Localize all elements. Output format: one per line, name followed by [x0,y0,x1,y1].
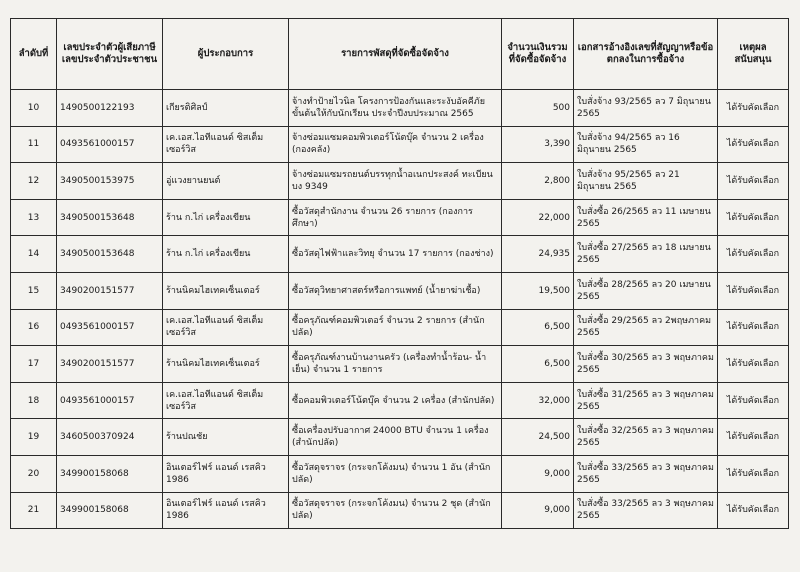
cell-items: ซื้อวัสดุจราจร (กระจกโค้งมน) จำนวน 2 ชุด (สำนักปลัด) [289,492,502,529]
header-row [11,19,789,90]
cell-tax-id: 0493561000157 [57,382,163,419]
cell-no: 15 [11,272,57,309]
cell-tax-id: 3490500153648 [57,199,163,236]
cell-reference: ใบสั่งจ้าง 94/2565 ลว 16 มิถุนายน 2565 [574,126,718,163]
cell-amount: 24,935 [502,236,574,273]
cell-tax-id: 3490500153648 [57,236,163,273]
cell-vendor: ร้านนิคมไฮเทคเซ็นเตอร์ [163,346,289,383]
cell-reference: ใบสั่งซื้อ 31/2565 ลว 3 พฤษภาคม 2565 [574,382,718,419]
cell-items: จ้างซ่อมแซมรถยนต์บรรทุกน้ำอเนกประสงค์ ทะเบียน บง 9349 [289,163,502,200]
cell-vendor: อู่แวงยานยนต์ [163,163,289,200]
cell-amount: 3,390 [502,126,574,163]
cell-items: ซื้อวัสดุวิทยาศาสตร์หรือการแพทย์ (น้ำยาฆ่าเชื้อ) [289,272,502,309]
cell-reference: ใบสั่งซื้อ 33/2565 ลว 3 พฤษภาคม 2565 [574,455,718,492]
cell-no: 16 [11,309,57,346]
header-reference: เอกสารอ้างอิงเลขที่สัญญาหรือข้อตกลงในการซื้อจ้าง [574,19,718,90]
cell-no: 10 [11,90,57,127]
cell-no: 17 [11,346,57,383]
cell-vendor: เกียรติศิลป์ [163,90,289,127]
table-row [11,382,789,419]
cell-no: 18 [11,382,57,419]
cell-reason: ได้รับคัดเลือก [718,126,789,163]
cell-vendor: เค.เอส.ไอทีแอนด์ ซิสเต็ม เซอร์วิส [163,382,289,419]
cell-amount: 2,800 [502,163,574,200]
table-row [11,236,789,273]
cell-no: 20 [11,455,57,492]
cell-items: จ้างซ่อมแซมคอมพิวเตอร์โน้ตบุ๊ค จำนวน 2 เครื่อง (กองคลัง) [289,126,502,163]
cell-no: 13 [11,199,57,236]
cell-items: ซื้อวัสดุจราจร (กระจกโค้งมน) จำนวน 1 อัน (สำนักปลัด) [289,455,502,492]
cell-amount: 19,500 [502,272,574,309]
cell-vendor: เค.เอส.ไอทีแอนด์ ซิสเต็ม เซอร์วิส [163,126,289,163]
cell-vendor: ร้านนิคมไฮเทคเซ็นเตอร์ [163,272,289,309]
header-amount: จำนวนเงินรวมที่จัดซื้อจัดจ้าง [502,19,574,90]
cell-reference: ใบสั่งซื้อ 26/2565 ลว 11 เมษายน 2565 [574,199,718,236]
cell-tax-id: 3490500153975 [57,163,163,200]
cell-reason: ได้รับคัดเลือก [718,419,789,456]
cell-items: ซื้อวัสดุสำนักงาน จำนวน 26 รายการ (กองการศึกษา) [289,199,502,236]
header-reason: เหตุผลสนับสนุน [718,19,789,90]
cell-reason: ได้รับคัดเลือก [718,163,789,200]
cell-no: 21 [11,492,57,529]
cell-vendor: เค.เอส.ไอทีแอนด์ ซิสเต็ม เซอร์วิส [163,309,289,346]
cell-no: 11 [11,126,57,163]
cell-vendor: อินเตอร์ไฟร์ แอนด์ เรสคิว 1986 [163,492,289,529]
cell-vendor: อินเตอร์ไฟร์ แอนด์ เรสคิว 1986 [163,455,289,492]
cell-tax-id: 3460500370924 [57,419,163,456]
header-tax-id: เลขประจำตัวผู้เสียภาษี เลขประจำตัวประชาชน [57,19,163,90]
cell-tax-id: 1490500122193 [57,90,163,127]
cell-reason: ได้รับคัดเลือก [718,90,789,127]
cell-reference: ใบสั่งซื้อ 33/2565 ลว 3 พฤษภาคม 2565 [574,492,718,529]
cell-reference: ใบสั่งจ้าง 93/2565 ลว 7 มิถุนายน 2565 [574,90,718,127]
table-row [11,163,789,200]
cell-tax-id: 349900158068 [57,492,163,529]
cell-vendor: ร้าน ก.ไก่ เครื่องเขียน [163,199,289,236]
table-row [11,492,789,529]
cell-amount: 32,000 [502,382,574,419]
cell-items: ซื้อครุภัณฑ์งานบ้านงานครัว (เครื่องทำน้ำร้อน- น้ำเย็น) จำนวน 1 รายการ [289,346,502,383]
cell-no: 14 [11,236,57,273]
cell-amount: 6,500 [502,346,574,383]
cell-no: 12 [11,163,57,200]
cell-tax-id: 3490200151577 [57,272,163,309]
cell-reason: ได้รับคัดเลือก [718,272,789,309]
table-row [11,309,789,346]
cell-vendor: ร้านปณชัย [163,419,289,456]
cell-tax-id: 0493561000157 [57,126,163,163]
cell-reason: ได้รับคัดเลือก [718,382,789,419]
cell-amount: 6,500 [502,309,574,346]
table-row [11,199,789,236]
cell-items: ซื้อครุภัณฑ์คอมพิวเตอร์ จำนวน 2 รายการ (สำนักปลัด) [289,309,502,346]
table-row [11,90,789,127]
table-row [11,346,789,383]
cell-reason: ได้รับคัดเลือก [718,309,789,346]
cell-tax-id: 0493561000157 [57,309,163,346]
cell-items: ซื้อวัสดุไฟฟ้าและวิทยุ จำนวน 17 รายการ (กองช่าง) [289,236,502,273]
cell-items: ซื้อเครื่องปรับอากาศ 24000 BTU จำนวน 1 เครื่อง (สำนักปลัด) [289,419,502,456]
cell-amount: 9,000 [502,455,574,492]
table-row [11,126,789,163]
procurement-table [10,18,789,529]
cell-reason: ได้รับคัดเลือก [718,346,789,383]
cell-tax-id: 3490200151577 [57,346,163,383]
cell-no: 19 [11,419,57,456]
cell-vendor: ร้าน ก.ไก่ เครื่องเขียน [163,236,289,273]
table-row [11,455,789,492]
cell-items: จ้างทำป้ายไวนิล โครงการป้องกันและระงับอัคคีภัย ขั้นต้นให้กับนักเรียน ประจำปีงบประมาณ 2565 [289,90,502,127]
header-vendor: ผู้ประกอบการ [163,19,289,90]
header-no: ลำดับที่ [11,19,57,90]
cell-reason: ได้รับคัดเลือก [718,236,789,273]
cell-amount: 22,000 [502,199,574,236]
cell-reference: ใบสั่งซื้อ 32/2565 ลว 3 พฤษภาคม 2565 [574,419,718,456]
cell-reason: ได้รับคัดเลือก [718,199,789,236]
cell-amount: 9,000 [502,492,574,529]
cell-reference: ใบสั่งซื้อ 28/2565 ลว 20 เมษายน 2565 [574,272,718,309]
cell-reference: ใบสั่งซื้อ 27/2565 ลว 18 เมษายน 2565 [574,236,718,273]
cell-tax-id: 349900158068 [57,455,163,492]
cell-amount: 24,500 [502,419,574,456]
cell-reference: ใบสั่งซื้อ 29/2565 ลว 2พฤษภาคม 2565 [574,309,718,346]
cell-reference: ใบสั่งซื้อ 30/2565 ลว 3 พฤษภาคม 2565 [574,346,718,383]
header-items: รายการพัสดุที่จัดซื้อจัดจ้าง [289,19,502,90]
table-row [11,272,789,309]
cell-amount: 500 [502,90,574,127]
cell-reason: ได้รับคัดเลือก [718,492,789,529]
table-row [11,419,789,456]
cell-items: ซื้อคอมพิวเตอร์โน้ตบุ๊ค จำนวน 2 เครื่อง (สำนักปลัด) [289,382,502,419]
cell-reason: ได้รับคัดเลือก [718,455,789,492]
cell-reference: ใบสั่งจ้าง 95/2565 ลว 21 มิถุนายน 2565 [574,163,718,200]
